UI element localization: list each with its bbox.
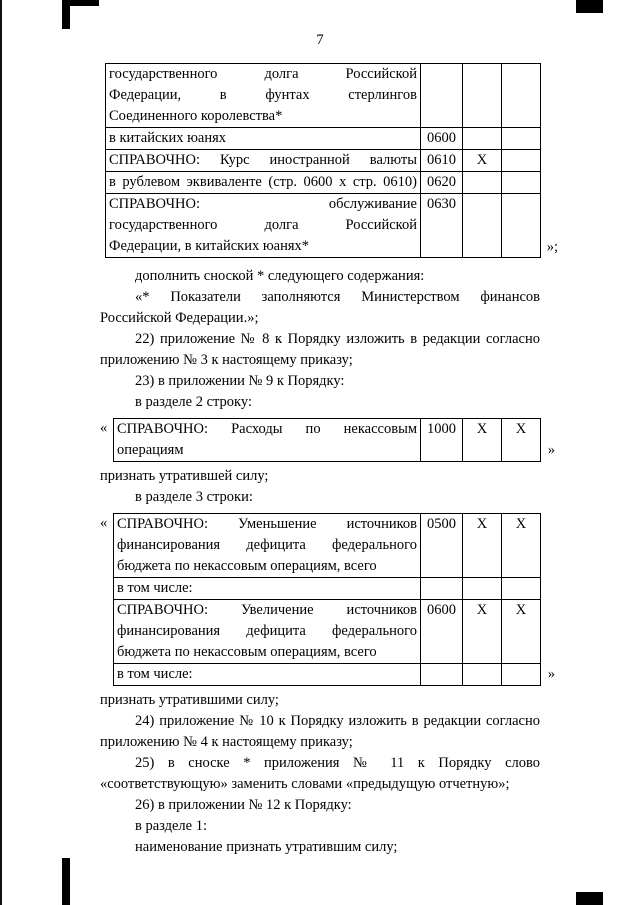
table2-wrapper (100, 418, 555, 462)
text-line: бюджета по некассовым операциям, всего (117, 644, 377, 660)
paragraph: 22) приложение № 8 к Порядку изложить в редакции согласно приложению № 3 к настоящему приказу; (100, 331, 540, 368)
table-row (106, 128, 541, 150)
text-line: СПРАВОЧНО: Расходы по некассовым (117, 421, 417, 437)
closing-quote: » (547, 442, 555, 458)
crop-mark-top-right (576, 0, 603, 13)
cell-x1 (463, 194, 502, 258)
cell-code: 0620 (421, 172, 463, 194)
paragraph: 25) в сноске * приложения № 11 к Порядку слово «соответствующую» заменить словами «предыдущую отчетную»; (100, 755, 540, 792)
cell-x2 (502, 194, 541, 258)
table-row (114, 600, 541, 664)
text-line: СПРАВОЧНО: обслуживание (109, 196, 417, 212)
cell-x1 (463, 64, 502, 128)
cell-text: в том числе: (114, 664, 421, 686)
scan-edge-line (0, 0, 2, 905)
page-content (100, 30, 558, 858)
closing-quote: » (547, 666, 555, 682)
table-row (114, 664, 541, 686)
table1-wrapper (100, 63, 558, 258)
table-row (114, 514, 541, 578)
cell-text: в том числе: (114, 578, 421, 600)
paragraph: в разделе 1: (135, 818, 208, 834)
cell-text (106, 194, 421, 258)
text-line: Федерации, в фунтах стерлингов (109, 87, 417, 103)
text-line: СПРАВОЧНО: Уменьшение источников (117, 516, 417, 532)
paragraph: 26) в приложении № 12 к Порядку: (135, 797, 352, 813)
paragraph: в разделе 3 строки: (135, 489, 253, 505)
opening-quote: « (100, 515, 108, 531)
text-line: СПРАВОЧНО: Увеличение источников (117, 602, 417, 618)
cell-x2 (502, 172, 541, 194)
cell-text (106, 64, 421, 128)
cell-x2: Х (502, 419, 541, 462)
paragraph: дополнить сноской * следующего содержания: (135, 268, 425, 284)
page-number: 7 (316, 32, 324, 48)
cell-code: 0600 (421, 128, 463, 150)
text-line: государственного долга Российской (109, 66, 417, 82)
crop-mark-bottom-right (576, 892, 603, 905)
cell-x1 (463, 578, 502, 600)
cell-text (114, 600, 421, 664)
table-section2-row (113, 418, 541, 462)
crop-mark-top-left-horizontal (62, 0, 99, 6)
table-row (106, 150, 541, 172)
paragraph: «* Показатели заполняются Министерством финансов Российской Федерации.»; (100, 289, 540, 326)
paragraph: признать утратившими силу; (100, 692, 279, 708)
cell-x2 (502, 578, 541, 600)
cell-x2 (502, 664, 541, 686)
cell-code: 0600 (421, 600, 463, 664)
cell-x2: Х (502, 600, 541, 664)
cell-code (421, 64, 463, 128)
table-row (106, 194, 541, 258)
cell-text (114, 514, 421, 578)
text-line: финансирования дефицита федерального (117, 537, 417, 553)
cell-x2 (502, 150, 541, 172)
cell-x1 (463, 128, 502, 150)
cell-x1: Х (463, 150, 502, 172)
cell-text: в китайских юанях (106, 128, 421, 150)
text-line: Соединенного королевства* (109, 108, 283, 124)
table-row (106, 64, 541, 128)
table-debt-codes (105, 63, 541, 258)
opening-quote: « (100, 420, 108, 436)
cell-x1: Х (463, 419, 502, 462)
paragraph: 23) в приложении № 9 к Порядку: (135, 373, 345, 389)
crop-mark-bottom-left (62, 858, 70, 905)
paragraph: наименование признать утратившим силу; (135, 839, 398, 855)
cell-code: 0610 (421, 150, 463, 172)
closing-quote: »; (546, 239, 558, 255)
cell-code: 1000 (421, 419, 463, 462)
cell-x1 (463, 664, 502, 686)
paragraph: в разделе 2 строку: (135, 394, 252, 410)
text-line: бюджета по некассовым операциям, всего (117, 558, 377, 574)
text-line: операциям (117, 442, 184, 458)
cell-x1: Х (463, 514, 502, 578)
paragraph: 24) приложение № 10 к Порядку изложить в редакции согласно приложению № 4 к настоящему приказу; (100, 713, 540, 750)
cell-x1: Х (463, 600, 502, 664)
cell-text (114, 419, 421, 462)
paragraph: признать утратившей силу; (100, 468, 269, 484)
cell-code: 0630 (421, 194, 463, 258)
cell-text: СПРАВОЧНО: Курс иностранной валюты (106, 150, 421, 172)
table-row (114, 419, 541, 462)
cell-code: 0500 (421, 514, 463, 578)
text-line: государственного долга Российской (109, 217, 417, 233)
cell-code (421, 664, 463, 686)
cell-code (421, 578, 463, 600)
text-line: финансирования дефицита федерального (117, 623, 417, 639)
cell-text: в рублевом эквиваленте (стр. 0600 х стр. 0610) (106, 172, 421, 194)
table-row (114, 578, 541, 600)
cell-x2 (502, 64, 541, 128)
table-section3-rows (113, 513, 541, 686)
cell-x2 (502, 128, 541, 150)
table-row (106, 172, 541, 194)
cell-x1 (463, 172, 502, 194)
text-line: Федерации, в китайских юанях* (109, 238, 310, 254)
cell-x2: Х (502, 514, 541, 578)
table3-wrapper (100, 513, 555, 686)
